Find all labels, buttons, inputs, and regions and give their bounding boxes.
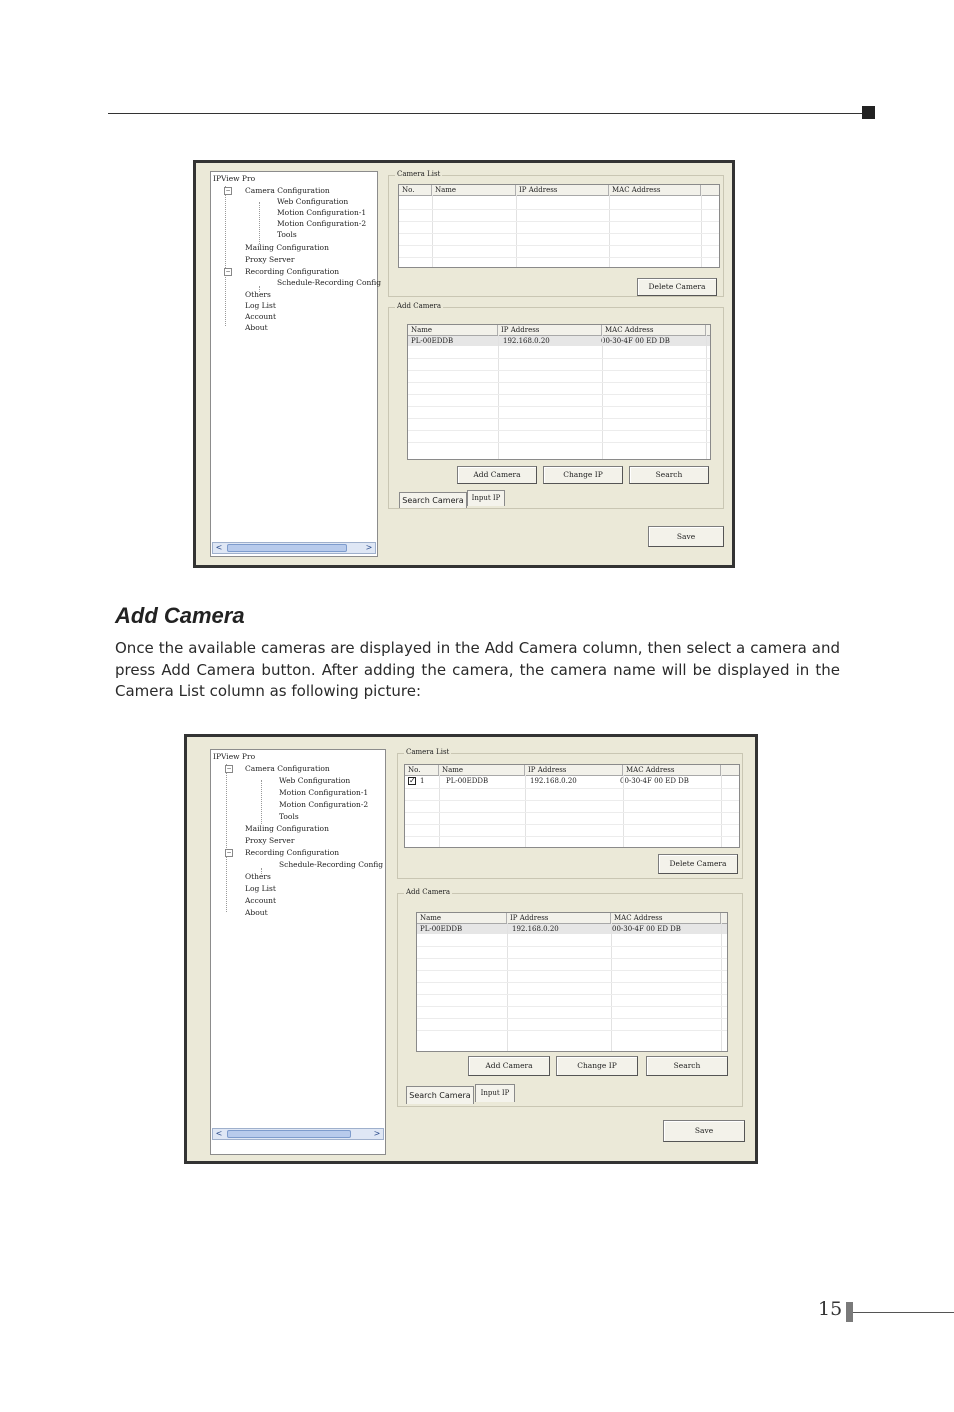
header-rule	[108, 113, 864, 114]
camera-list-table[interactable]	[404, 764, 740, 848]
tree-item-about[interactable]: About	[245, 323, 268, 332]
tree-item-others[interactable]: Others	[245, 290, 271, 299]
scroll-right-icon[interactable]: >	[365, 543, 373, 552]
cell-ip: 192.168.0.20	[530, 777, 577, 785]
camera-list-table[interactable]	[398, 184, 720, 268]
table-row[interactable]	[405, 776, 739, 786]
save-button[interactable]: Save	[648, 526, 724, 547]
column-header-mac[interactable]: MAC Address	[611, 913, 721, 923]
navigation-tree[interactable]	[210, 749, 386, 1155]
cell-mac: 00-30-4F 00 ED DB	[620, 777, 689, 785]
cell-mac: 00-30-4F 00 ED DB	[601, 337, 670, 345]
footer-bar	[846, 1302, 853, 1322]
column-header-no[interactable]: No.	[399, 185, 432, 195]
column-header-name[interactable]: Name	[408, 325, 498, 335]
tree-item-account[interactable]: Account	[245, 312, 277, 321]
tree-item-web-configuration[interactable]: Web Configuration	[277, 197, 349, 206]
screenshot-before	[193, 160, 735, 568]
cell-ip: 192.168.0.20	[503, 337, 550, 345]
tab-search-camera[interactable]: Search Camera	[399, 492, 467, 508]
add-camera-title: Add Camera	[397, 302, 442, 310]
tree-item-recording-configuration[interactable]: Recording Configuration	[245, 267, 340, 276]
column-header-name[interactable]: Name	[432, 185, 516, 195]
cell-no: 1	[420, 777, 425, 785]
row-checkbox[interactable]: ✓	[409, 776, 416, 785]
cell-mac: 00-30-4F 00 ED DB	[612, 925, 681, 933]
column-header-name[interactable]: Name	[439, 765, 525, 775]
tree-item-mailing-configuration[interactable]: Mailing Configuration	[245, 243, 329, 252]
search-button[interactable]: Search	[646, 1056, 728, 1076]
delete-camera-button[interactable]: Delete Camera	[637, 278, 717, 296]
page-number: 15	[818, 1298, 843, 1320]
add-camera-group	[397, 888, 743, 1107]
tab-input-ip[interactable]: Input IP	[467, 490, 505, 506]
horizontal-scrollbar[interactable]	[212, 1128, 384, 1140]
screenshot-after	[184, 734, 758, 1164]
add-camera-table[interactable]	[416, 912, 728, 1052]
body-paragraph: Once the available cameras are displayed in the Add Camera column, then select a camera and press Add Camera button. After adding the camera, the camera name will be displayed in the Camera List column as following picture:	[115, 639, 840, 700]
scroll-left-icon[interactable]: <	[215, 543, 223, 552]
tree-item-proxy-server[interactable]: Proxy Server	[245, 255, 295, 264]
column-header-ip[interactable]: IP Address	[507, 913, 611, 923]
tree-item-motion-configuration-1[interactable]: Motion Configuration-1	[279, 788, 369, 797]
tree-item-recording-configuration[interactable]: Recording Configuration	[245, 848, 340, 857]
save-button[interactable]: Save	[663, 1120, 745, 1142]
table-row[interactable]	[417, 924, 727, 934]
camera-list-title: Camera List	[406, 748, 450, 756]
tab-search-camera[interactable]: Search Camera	[406, 1086, 474, 1104]
expander-icon[interactable]: −	[226, 765, 232, 772]
camera-list-group	[388, 170, 724, 297]
tree-item-tools[interactable]: Tools	[277, 230, 297, 239]
navigation-tree[interactable]	[210, 171, 382, 557]
tree-item-tools[interactable]: Tools	[279, 812, 299, 821]
tree-item-log-list[interactable]: Log List	[245, 301, 276, 310]
expander-icon[interactable]: −	[226, 849, 232, 856]
tree-item-root[interactable]: IPView Pro	[213, 752, 256, 761]
camera-list-title: Camera List	[397, 170, 441, 178]
tree-item-root[interactable]: IPView Pro	[213, 174, 256, 183]
add-camera-button[interactable]: Add Camera	[468, 1056, 550, 1076]
tree-item-camera-configuration[interactable]: Camera Configuration	[245, 186, 330, 195]
column-header-no[interactable]: No.	[405, 765, 439, 775]
change-ip-button[interactable]: Change IP	[543, 466, 623, 484]
column-header-mac[interactable]: MAC Address	[623, 765, 721, 775]
tree-item-mailing-configuration[interactable]: Mailing Configuration	[245, 824, 329, 833]
camera-list-group	[397, 748, 743, 879]
table-row[interactable]	[408, 336, 710, 346]
expander-icon[interactable]: −	[225, 268, 231, 275]
footer-rule	[853, 1312, 954, 1313]
tree-item-motion-configuration-1[interactable]: Motion Configuration-1	[277, 208, 367, 217]
cell-name: PL-00EDDB	[446, 777, 489, 785]
scroll-right-icon[interactable]: >	[373, 1129, 381, 1138]
expander-icon[interactable]: −	[225, 187, 231, 194]
tree-item-motion-configuration-2[interactable]: Motion Configuration-2	[277, 219, 367, 228]
tree-item-account[interactable]: Account	[245, 896, 277, 905]
tab-input-ip[interactable]: Input IP	[475, 1084, 515, 1102]
cell-name: PL-00EDDB	[420, 925, 463, 933]
add-camera-group	[388, 302, 724, 509]
add-camera-title: Add Camera	[406, 888, 451, 896]
scroll-thumb[interactable]	[227, 544, 347, 552]
tree-item-proxy-server[interactable]: Proxy Server	[245, 836, 295, 845]
column-header-mac[interactable]: MAC Address	[602, 325, 706, 335]
section-heading: Add Camera	[115, 603, 245, 628]
delete-camera-button[interactable]: Delete Camera	[658, 854, 738, 874]
tree-item-web-configuration[interactable]: Web Configuration	[279, 776, 351, 785]
tree-item-motion-configuration-2[interactable]: Motion Configuration-2	[279, 800, 369, 809]
header-square-marker	[862, 106, 875, 119]
tree-item-schedule-recording[interactable]: Schedule-Recording Config	[279, 860, 384, 869]
tree-item-others[interactable]: Others	[245, 872, 271, 881]
add-camera-button[interactable]: Add Camera	[457, 466, 537, 484]
tree-item-log-list[interactable]: Log List	[245, 884, 276, 893]
column-header-ip[interactable]: IP Address	[498, 325, 602, 335]
column-header-name[interactable]: Name	[417, 913, 507, 923]
search-button[interactable]: Search	[629, 466, 709, 484]
change-ip-button[interactable]: Change IP	[556, 1056, 638, 1076]
scroll-left-icon[interactable]: <	[215, 1129, 223, 1138]
column-header-ip[interactable]: IP Address	[516, 185, 609, 195]
tree-item-about[interactable]: About	[245, 908, 268, 917]
scroll-thumb[interactable]	[227, 1130, 351, 1138]
cell-ip: 192.168.0.20	[512, 925, 559, 933]
cell-name: PL-00EDDB	[411, 337, 454, 345]
tree-item-camera-configuration[interactable]: Camera Configuration	[245, 764, 330, 773]
add-camera-table[interactable]	[407, 324, 711, 460]
column-header-mac[interactable]: MAC Address	[609, 185, 701, 195]
horizontal-scrollbar[interactable]	[212, 542, 376, 554]
column-header-ip[interactable]: IP Address	[525, 765, 623, 775]
tree-item-schedule-recording[interactable]: Schedule-Recording Config	[277, 278, 382, 287]
